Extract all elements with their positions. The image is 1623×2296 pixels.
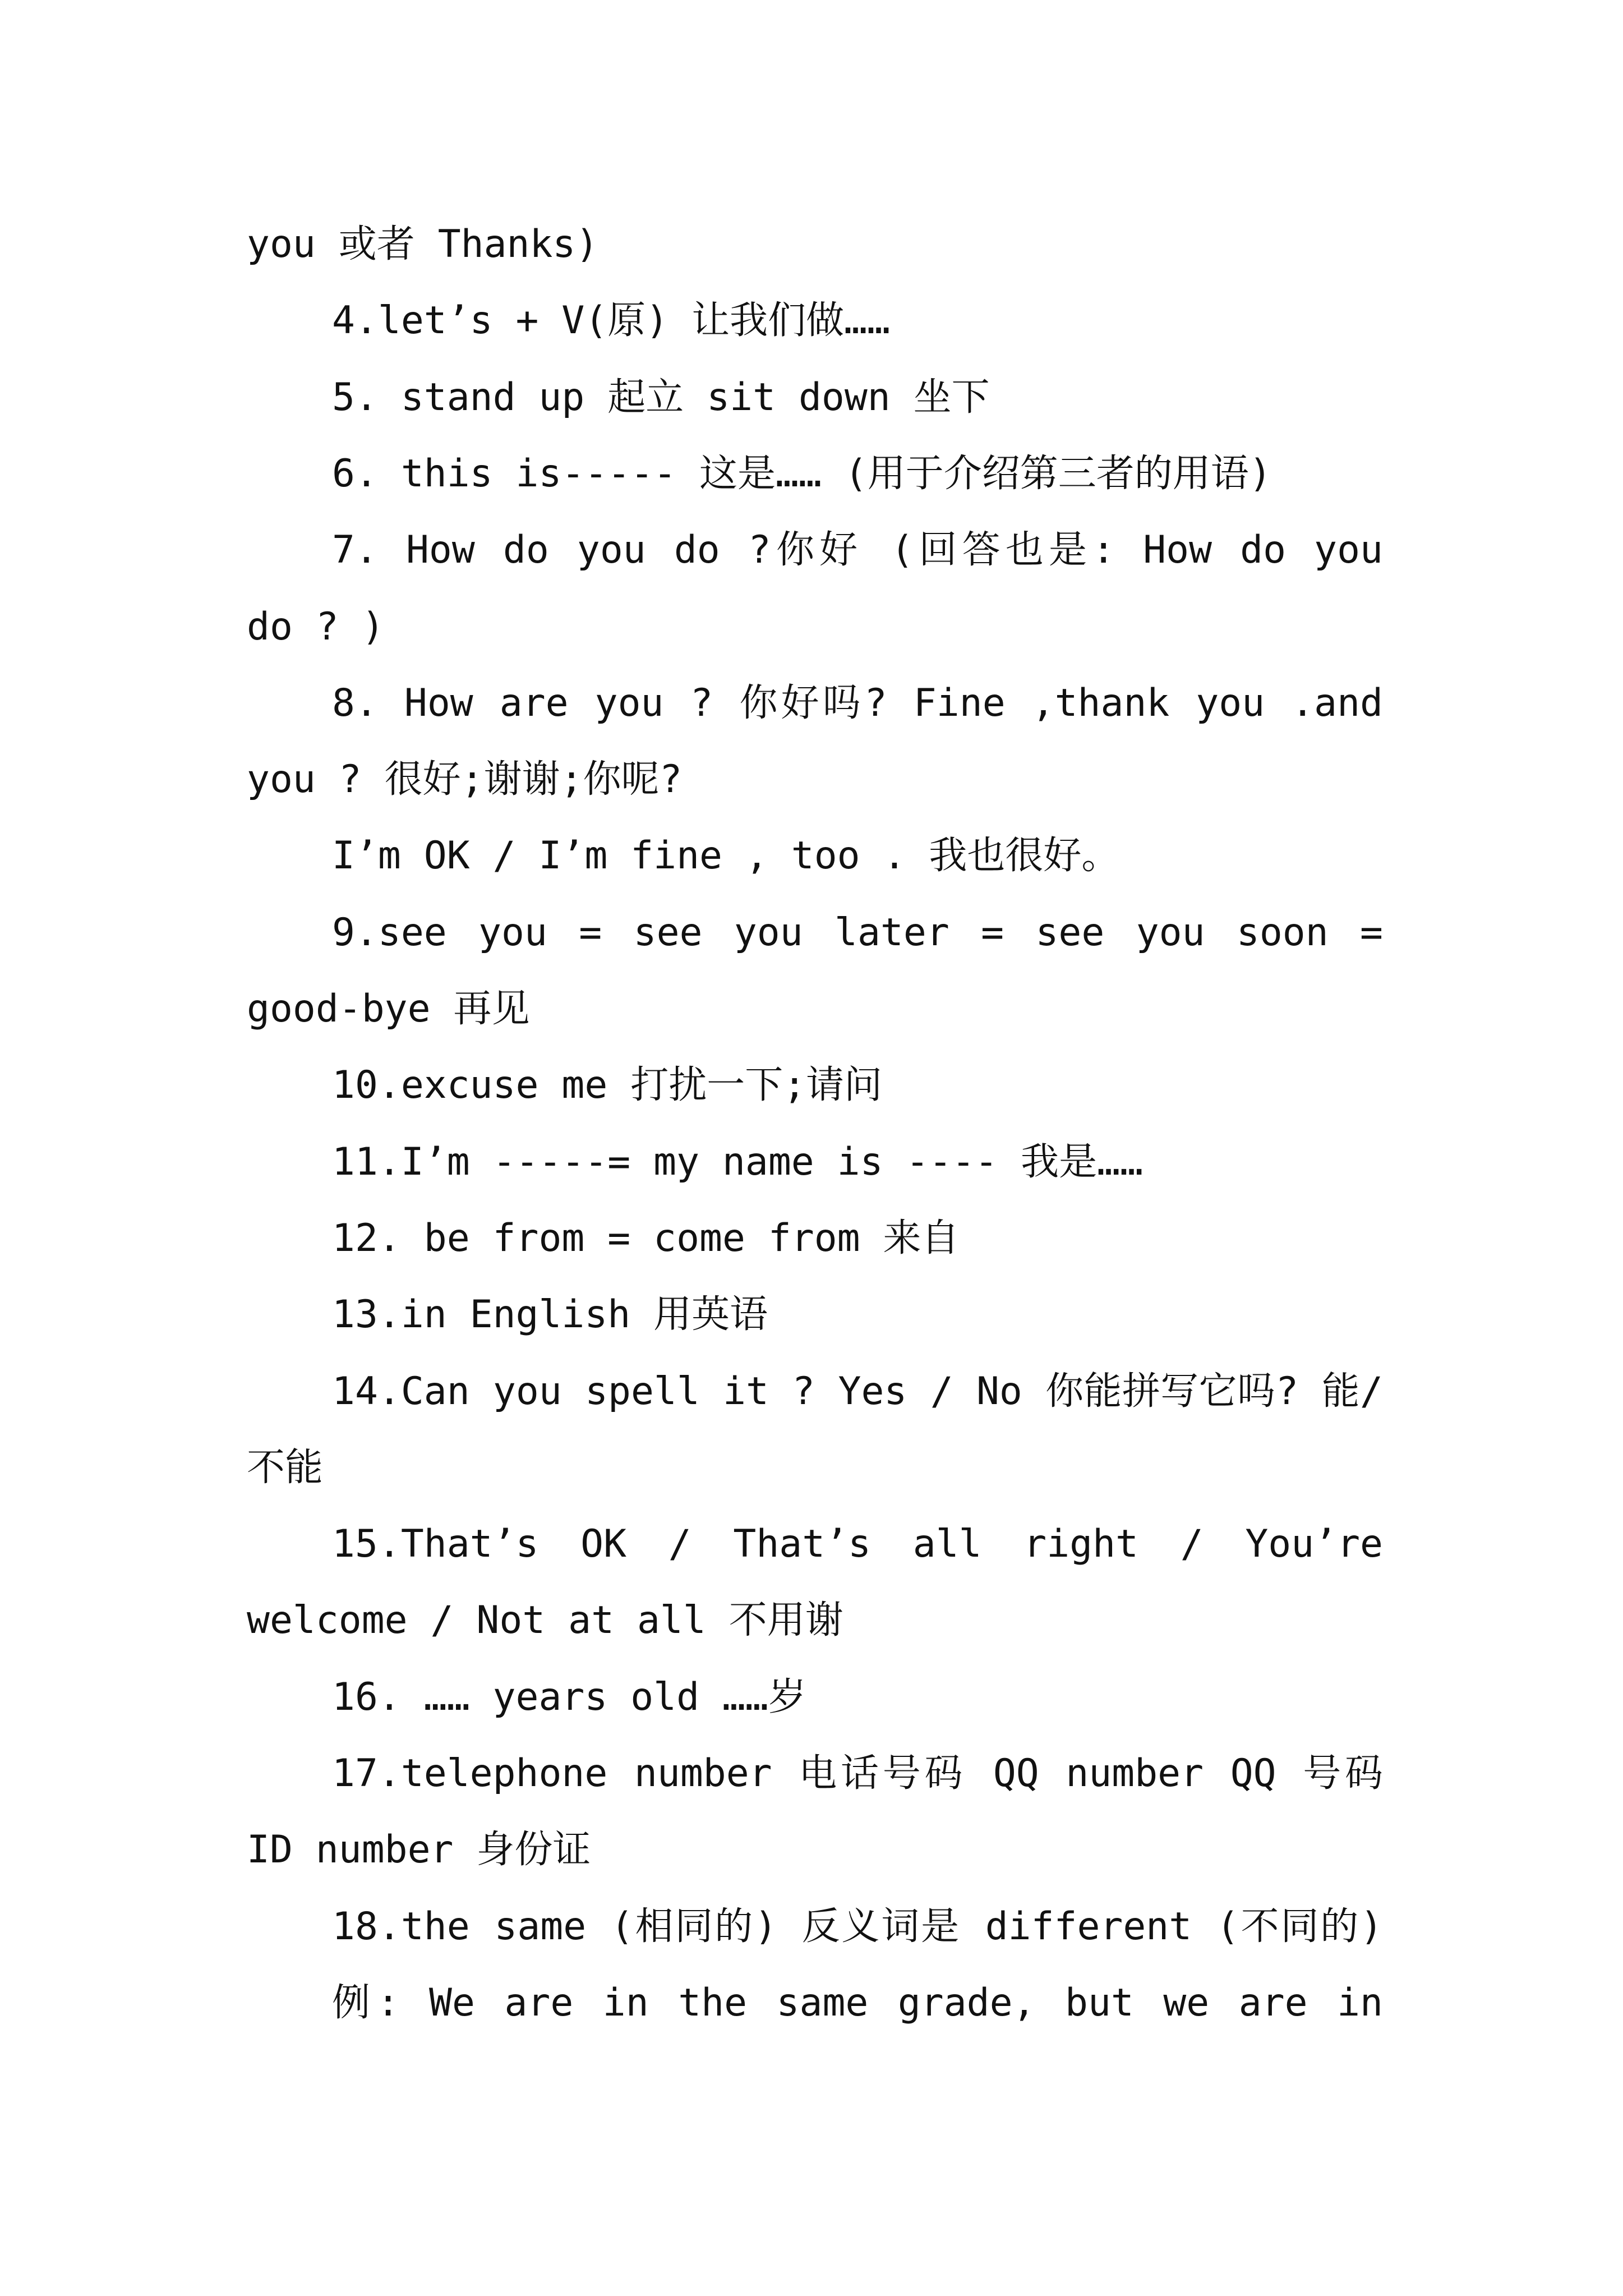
text-line: 例: We are in the same grade, but we are in xyxy=(332,1981,1383,2025)
text-line: 8. How are you ? 你好吗? Fine ,thank you .and xyxy=(332,681,1383,725)
text-line: 14.Can you spell it ? Yes / No 你能拼写它吗? 能/ xyxy=(332,1369,1383,1414)
text-line: 11.I’m -----= my name is ---- 我是…… xyxy=(332,1140,1144,1184)
text-line: I’m OK / I’m fine , too . 我也很好。 xyxy=(332,834,1120,878)
text-line: 18.the same (相同的) 反义词是 different (不同的) xyxy=(332,1904,1383,1949)
text-line: 不能 xyxy=(247,1446,324,1490)
text-line: ID number 身份证 xyxy=(247,1828,591,1872)
text-line: 12. be from = come from 来自 xyxy=(332,1216,960,1260)
text-line: 15.That’s OK / That’s all right / You’re xyxy=(332,1522,1383,1566)
text-line: 5. stand up 起立 sit down 坐下 xyxy=(332,375,990,420)
text-line: 10.excuse me 打扰一下;请问 xyxy=(332,1063,883,1107)
text-line: do ? ) xyxy=(247,605,385,649)
text-line: 16. …… years old ……岁 xyxy=(332,1675,806,1719)
text-line: 6. this is----- 这是…… (用于介绍第三者的用语) xyxy=(332,452,1272,496)
text-line: you 或者 Thanks) xyxy=(247,222,599,266)
text-line: 9.see you = see you later = see you soon = xyxy=(332,910,1383,955)
text-line: 4.let’s + V(原) 让我们做…… xyxy=(332,298,891,343)
text-line: welcome / Not at all 不用谢 xyxy=(247,1598,843,1642)
text-line: you ? 很好;谢谢;你呢? xyxy=(247,757,683,802)
text-line: good-bye 再见 xyxy=(247,987,530,1031)
text-line: 17.telephone number 电话号码 QQ number QQ 号码 xyxy=(332,1751,1383,1796)
text-line: 7. How do you do ?你好 (回答也是: How do you xyxy=(332,528,1383,572)
text-line: 13.in English 用英语 xyxy=(332,1292,768,1337)
